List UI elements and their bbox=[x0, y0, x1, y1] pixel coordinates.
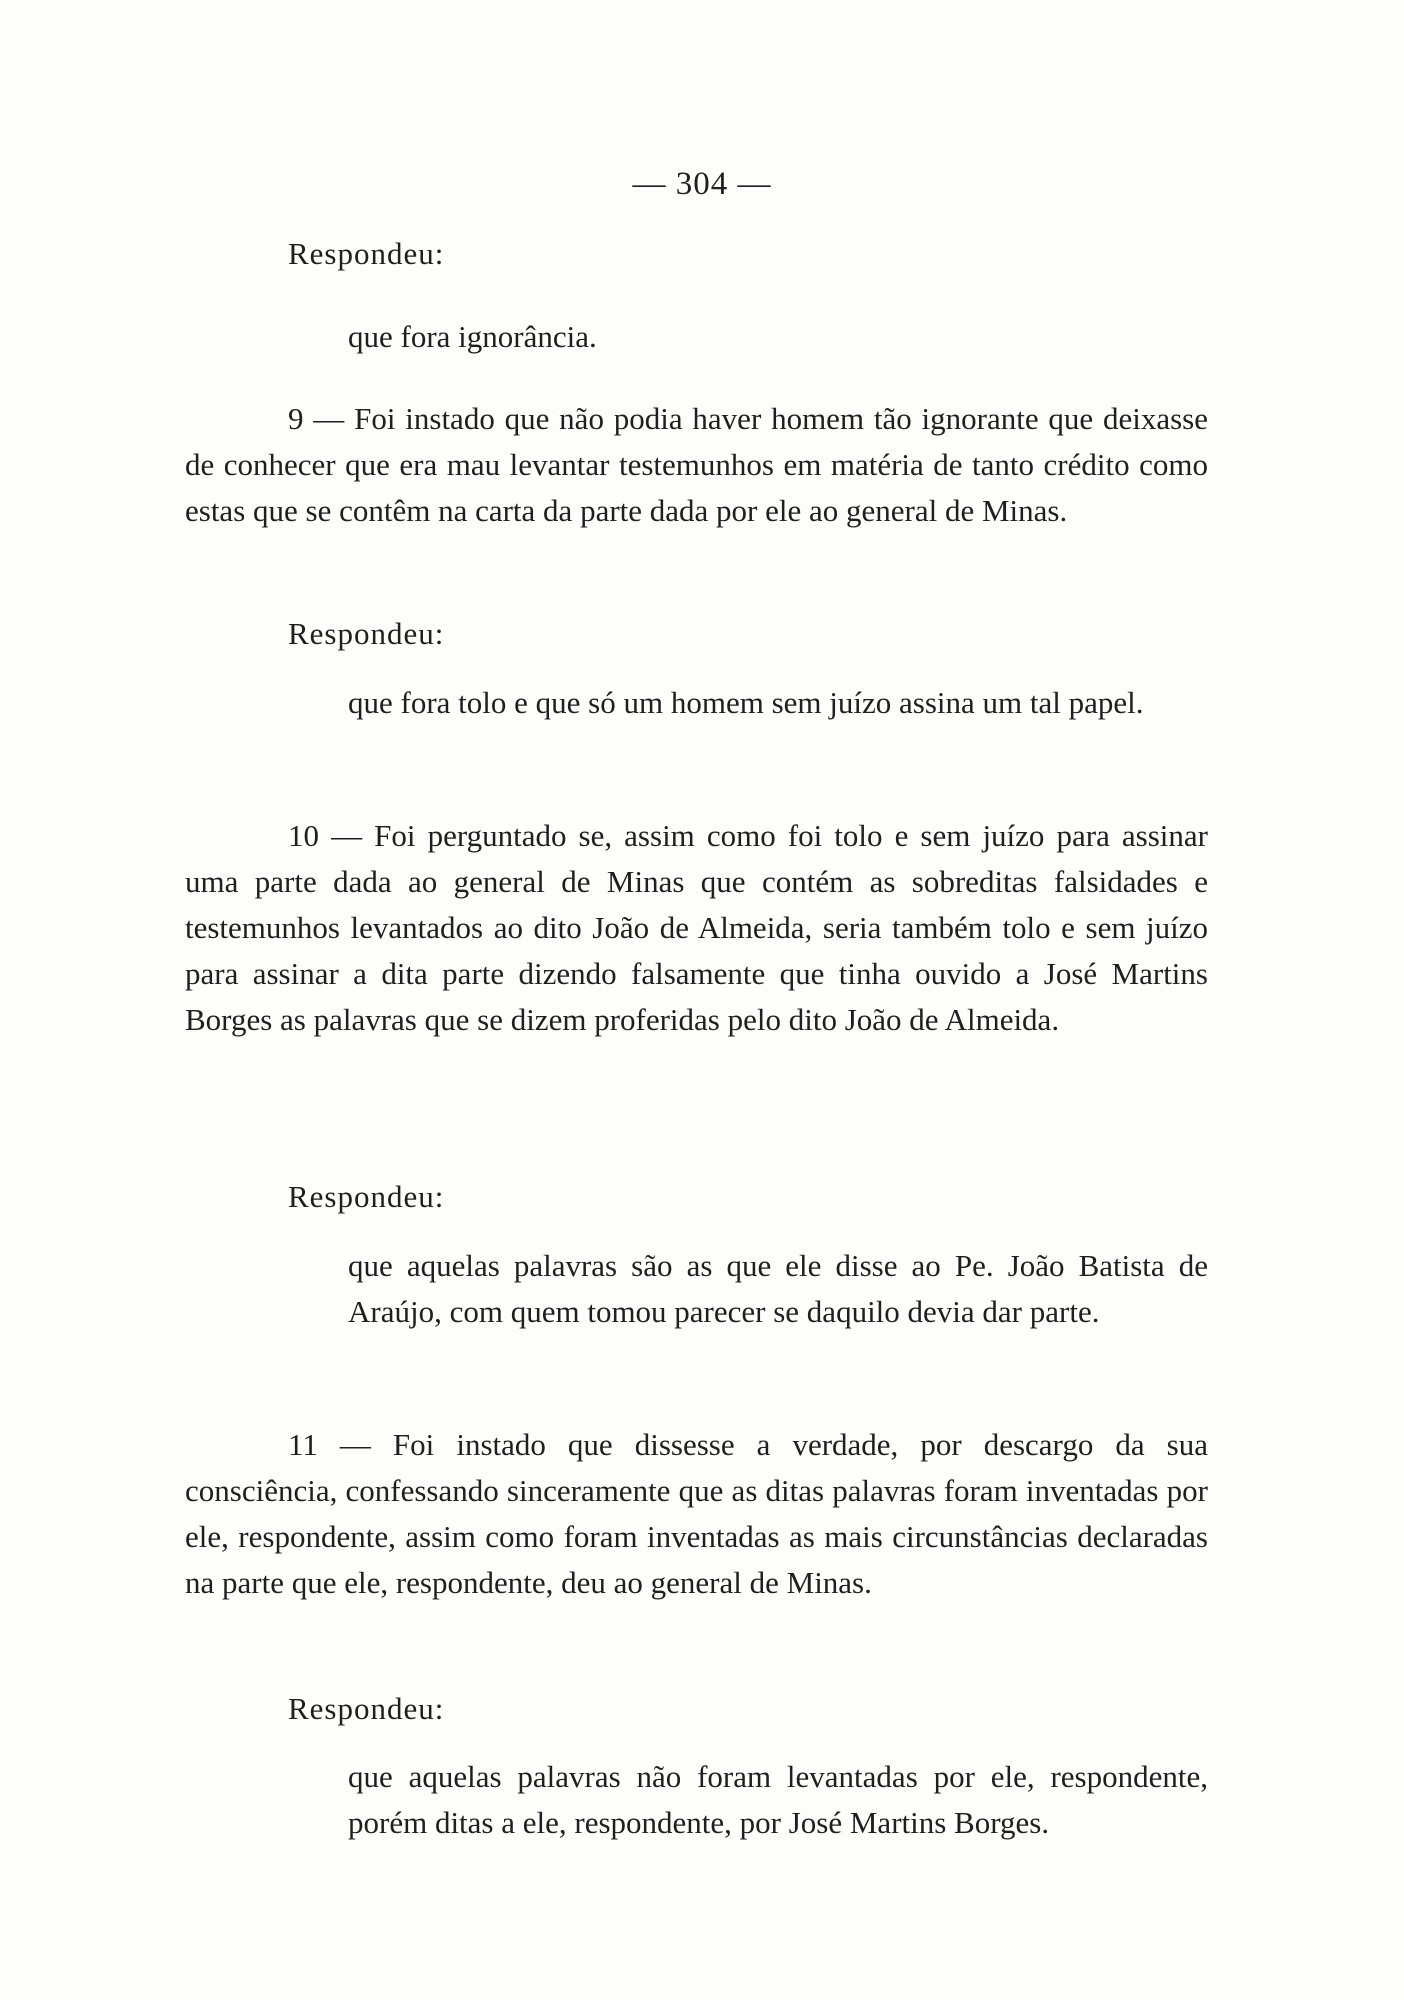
question-paragraph-11: 11 — Foi instado que dissesse a verdade, por descargo da sua consciência, confessando sinceramente que as ditas palavras foram inventadas por ele, respondente, assim como foram inventadas as mais circunstâncias declaradas na parte que ele, respondente, deu ao general de Minas. bbox=[185, 1427, 1208, 1600]
respondeu-label: Respondeu: bbox=[288, 236, 445, 271]
respondeu-label: Respondeu: bbox=[288, 1179, 445, 1214]
question-paragraph-10: 10 — Foi perguntado se, assim como foi tolo e sem juízo para assinar uma parte dada ao general de Minas que contém as sobreditas falsidades e testemunhos levantados ao dito João de Almeida, seria também tolo e sem juízo para assinar a dita parte dizendo falsamente que tinha ouvido a José Martins Borges as palavras que se dizem proferidas pelo dito João de Almeida. bbox=[185, 818, 1208, 1037]
answer-paragraph: que fora ignorância. bbox=[348, 319, 597, 354]
answer-paragraph: que fora tolo e que só um homem sem juízo assina um tal papel. bbox=[348, 685, 1144, 720]
respondeu-label: Respondeu: bbox=[288, 1691, 445, 1726]
respondeu-label: Respondeu: bbox=[288, 616, 445, 651]
page-number: — 304 — bbox=[632, 166, 772, 202]
answer-paragraph: que aquelas palavras são as que ele disse ao Pe. João Batista de Araújo, com quem tomou parecer se daquilo devia dar parte. bbox=[348, 1248, 1208, 1329]
answer-paragraph: que aquelas palavras não foram levantadas por ele, respondente, porém ditas a ele, respondente, por José Martins Borges. bbox=[348, 1759, 1208, 1840]
question-paragraph-9: 9 — Foi instado que não podia haver homem tão ignorante que deixasse de conhecer que era mau levantar testemunhos em matéria de tanto crédito como estas que se contêm na carta da parte dada por ele ao general de Minas. bbox=[185, 401, 1208, 528]
